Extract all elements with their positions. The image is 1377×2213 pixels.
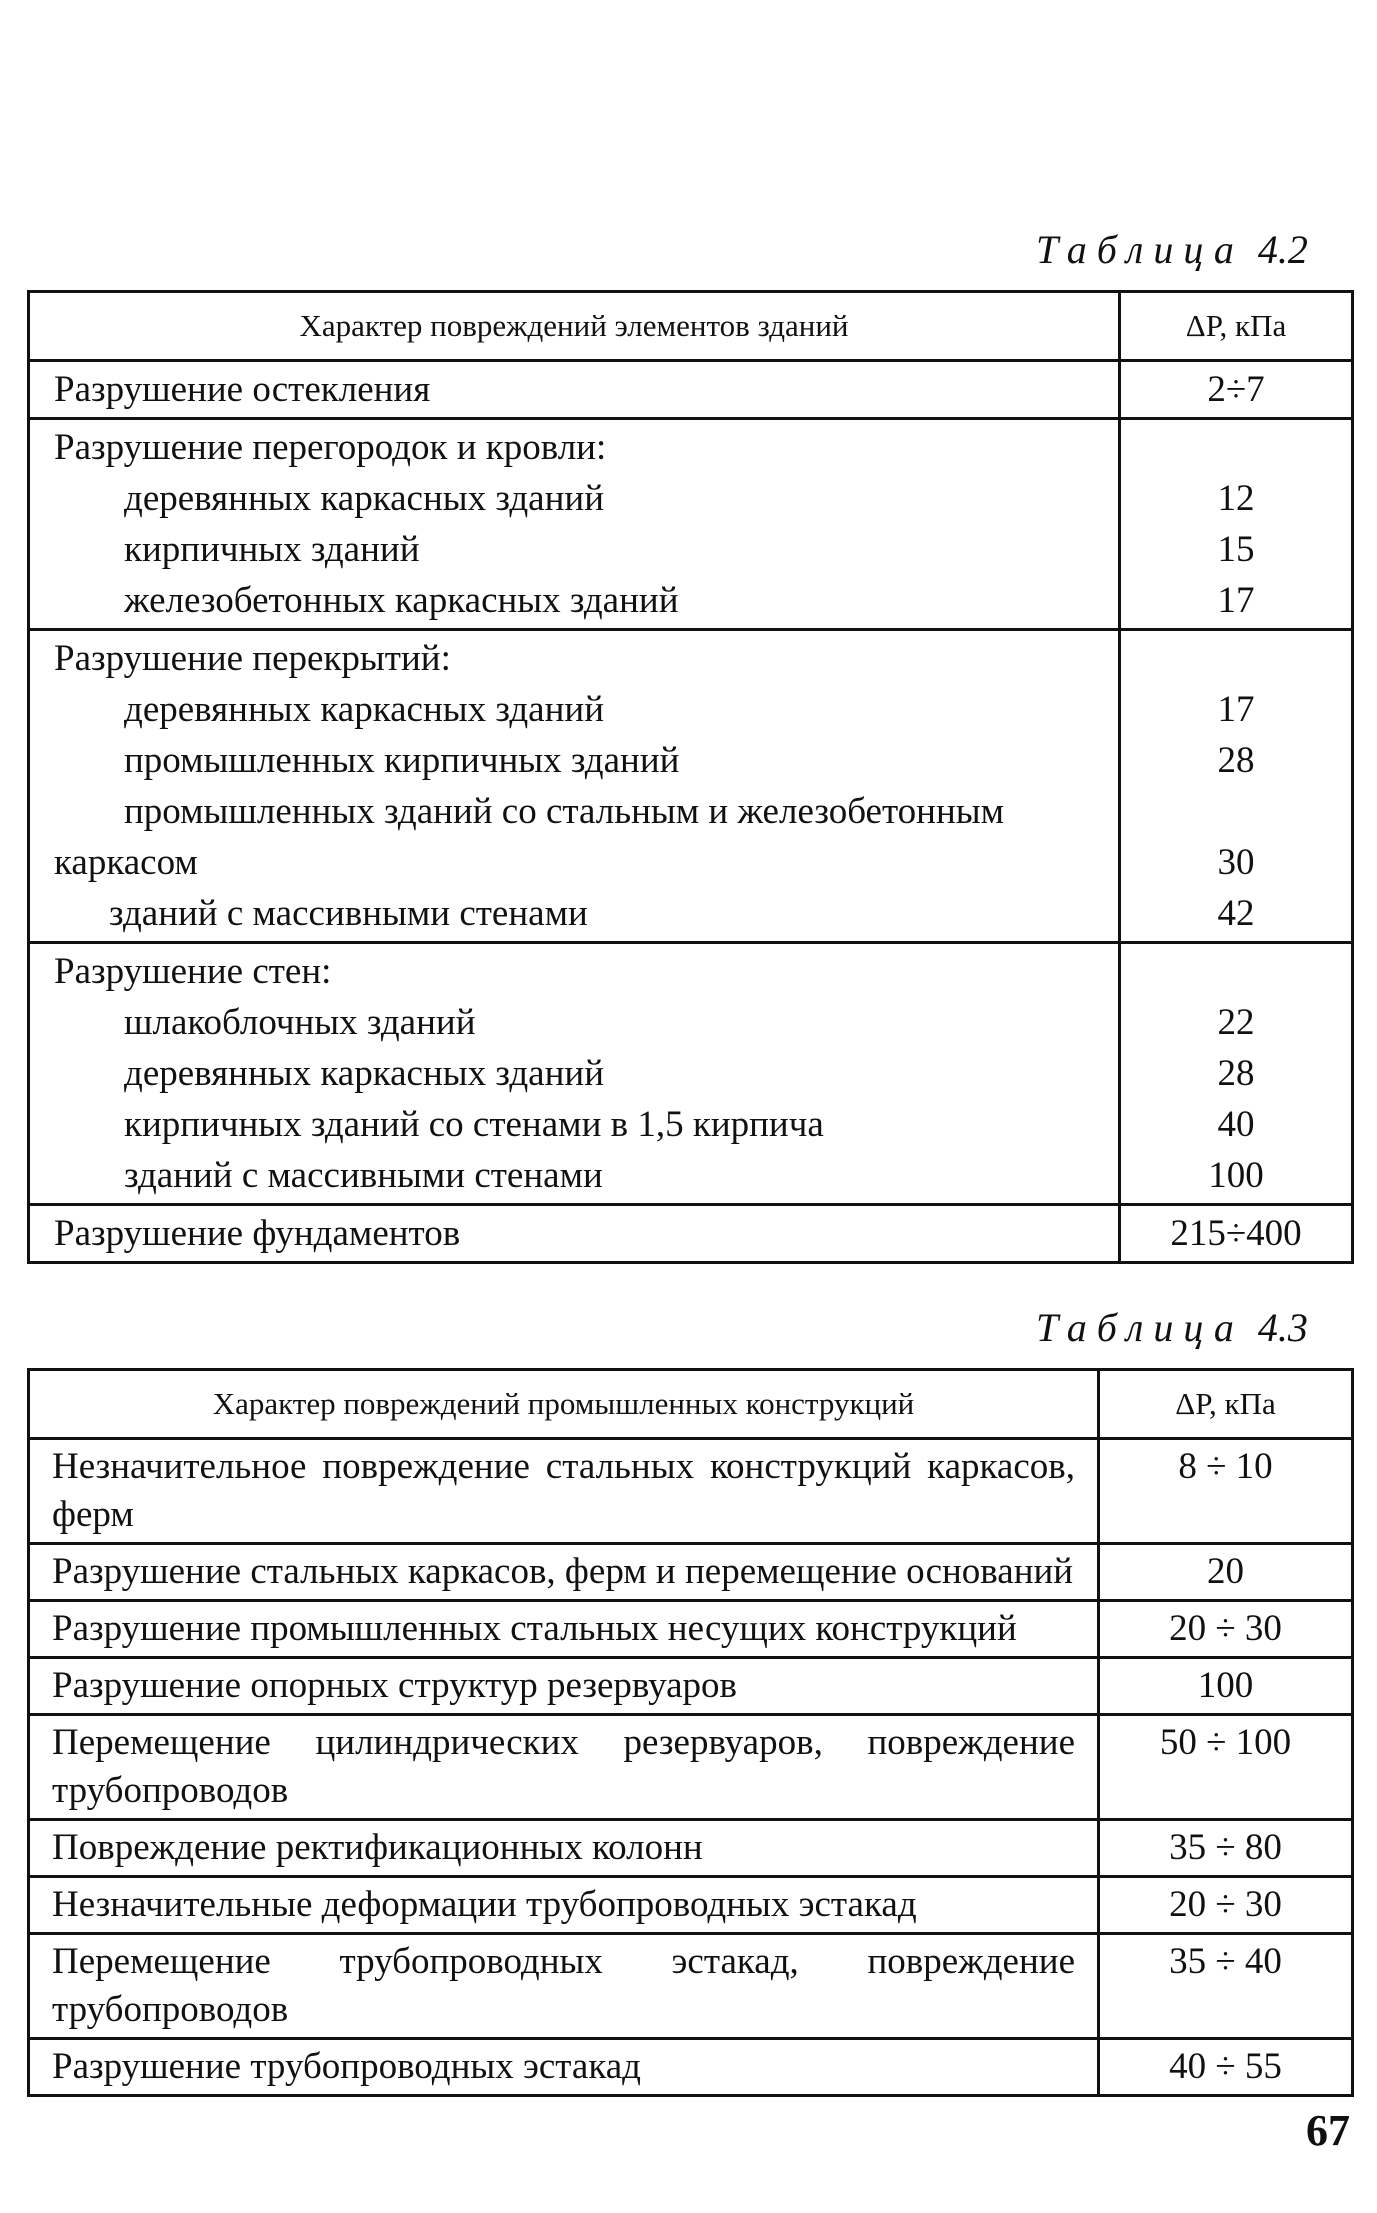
row-description: Разрушение стальных каркасов, ферм и перемещение оснований	[29, 1544, 1099, 1601]
row-line: промышленных кирпичных зданий	[124, 740, 680, 781]
table-4-2-caption-number: 4.2	[1257, 227, 1308, 272]
page-number: 67	[1306, 2106, 1350, 2155]
row-value-line: 17	[1217, 689, 1255, 730]
row-value-line	[1121, 786, 1351, 837]
row-value	[1120, 630, 1353, 943]
row-value-line	[1121, 946, 1351, 997]
row-value: 35 ÷ 40	[1099, 1934, 1353, 2039]
row-line: Разрушение стен:	[54, 951, 332, 992]
table-row	[29, 1934, 1353, 2039]
row-value: 50 ÷ 100	[1099, 1715, 1353, 1820]
table-row	[29, 1715, 1353, 1820]
row-value	[1120, 1205, 1353, 1263]
table-row	[29, 630, 1353, 943]
row-description: Перемещение трубопроводных эстакад, повреждение трубопроводов	[29, 1934, 1099, 2039]
column-header-pressure: ΔP, кПа	[1099, 1370, 1353, 1439]
table-4-3	[27, 1368, 1354, 2097]
row-value	[1120, 943, 1353, 1205]
row-value-line	[1121, 422, 1351, 473]
row-value-line	[1121, 633, 1351, 684]
row-value-line: 30	[1217, 842, 1255, 883]
row-value: 20 ÷ 30	[1099, 1601, 1353, 1658]
row-description: Разрушение промышленных стальных несущих конструкций	[29, 1601, 1099, 1658]
row-value: 20 ÷ 30	[1099, 1877, 1353, 1934]
row-line: железобетонных каркасных зданий	[124, 580, 679, 621]
table-row	[29, 2039, 1353, 2096]
row-value: 20	[1099, 1544, 1353, 1601]
row-description	[29, 419, 1120, 630]
row-line: деревянных каркасных зданий	[124, 689, 604, 730]
row-value-line: 215÷400	[1170, 1213, 1302, 1254]
row-line: шлакоблочных зданий	[124, 1002, 476, 1043]
row-line: зданий с массивными стенами	[109, 893, 588, 934]
table-row	[29, 1820, 1353, 1877]
row-value-line: 40	[1217, 1104, 1255, 1145]
row-value-line: 12	[1217, 478, 1255, 519]
row-description: Незначительное повреждение стальных конструкций каркасов, ферм	[29, 1439, 1099, 1544]
row-description: Разрушение опорных структур резервуаров	[29, 1658, 1099, 1715]
row-value: 40 ÷ 55	[1099, 2039, 1353, 2096]
row-value: 100	[1099, 1658, 1353, 1715]
table-row	[29, 1601, 1353, 1658]
table-row	[29, 1205, 1353, 1263]
row-line: деревянных каркасных зданий	[124, 478, 604, 519]
row-value: 35 ÷ 80	[1099, 1820, 1353, 1877]
row-description	[29, 361, 1120, 419]
table-header-row	[29, 292, 1353, 361]
table-4-3-caption	[1036, 1304, 1308, 1351]
table-4-2-caption	[1036, 226, 1308, 273]
row-value: 8 ÷ 10	[1099, 1439, 1353, 1544]
table-row	[29, 1544, 1353, 1601]
column-header-damage: Характер повреждений промышленных конструкций	[29, 1370, 1099, 1439]
table-row	[29, 1658, 1353, 1715]
row-line: деревянных каркасных зданий	[124, 1053, 604, 1094]
row-line: Разрушение перекрытий:	[54, 638, 451, 679]
row-line: Разрушение остекления	[54, 369, 431, 410]
row-description: Повреждение ректификационных колонн	[29, 1820, 1099, 1877]
table-row	[29, 1877, 1353, 1934]
row-value	[1120, 361, 1353, 419]
row-description: Разрушение трубопроводных эстакад	[29, 2039, 1099, 2096]
row-line: Разрушение перегородок и кровли:	[54, 427, 607, 468]
row-value-line: 15	[1217, 529, 1255, 570]
row-line: зданий с массивными стенами	[124, 1155, 603, 1196]
column-header-damage: Характер повреждений элементов зданий	[29, 292, 1120, 361]
row-line: кирпичных зданий со стенами в 1,5 кирпича	[124, 1104, 824, 1145]
row-value	[1120, 419, 1353, 630]
table-4-3-caption-word: Таблица	[1036, 1305, 1244, 1350]
row-line: каркасом	[54, 842, 198, 883]
row-value-line: 28	[1217, 1053, 1255, 1094]
table-header-row	[29, 1370, 1353, 1439]
row-line: кирпичных зданий	[124, 529, 420, 570]
row-value-line: 2÷7	[1207, 369, 1265, 410]
row-description	[29, 943, 1120, 1205]
table-row	[29, 943, 1353, 1205]
row-line: Разрушение фундаментов	[54, 1213, 461, 1254]
row-value-line: 42	[1217, 893, 1255, 934]
row-value-line: 28	[1217, 740, 1255, 781]
column-header-pressure: ΔP, кПа	[1120, 292, 1353, 361]
row-description	[29, 1205, 1120, 1263]
row-line: промышленных зданий со стальным и железобетонным	[124, 791, 1005, 832]
row-description: Перемещение цилиндрических резервуаров, повреждение трубопроводов	[29, 1715, 1099, 1820]
table-row	[29, 361, 1353, 419]
table-4-2	[27, 290, 1354, 1264]
table-row	[29, 419, 1353, 630]
row-value-line: 17	[1217, 580, 1255, 621]
table-row	[29, 1439, 1353, 1544]
row-description	[29, 630, 1120, 943]
table-4-3-caption-number: 4.3	[1257, 1305, 1308, 1350]
row-value-line: 22	[1217, 1002, 1255, 1043]
row-value-line: 100	[1208, 1155, 1264, 1196]
row-description: Незначительные деформации трубопроводных эстакад	[29, 1877, 1099, 1934]
table-4-2-caption-word: Таблица	[1036, 227, 1244, 272]
